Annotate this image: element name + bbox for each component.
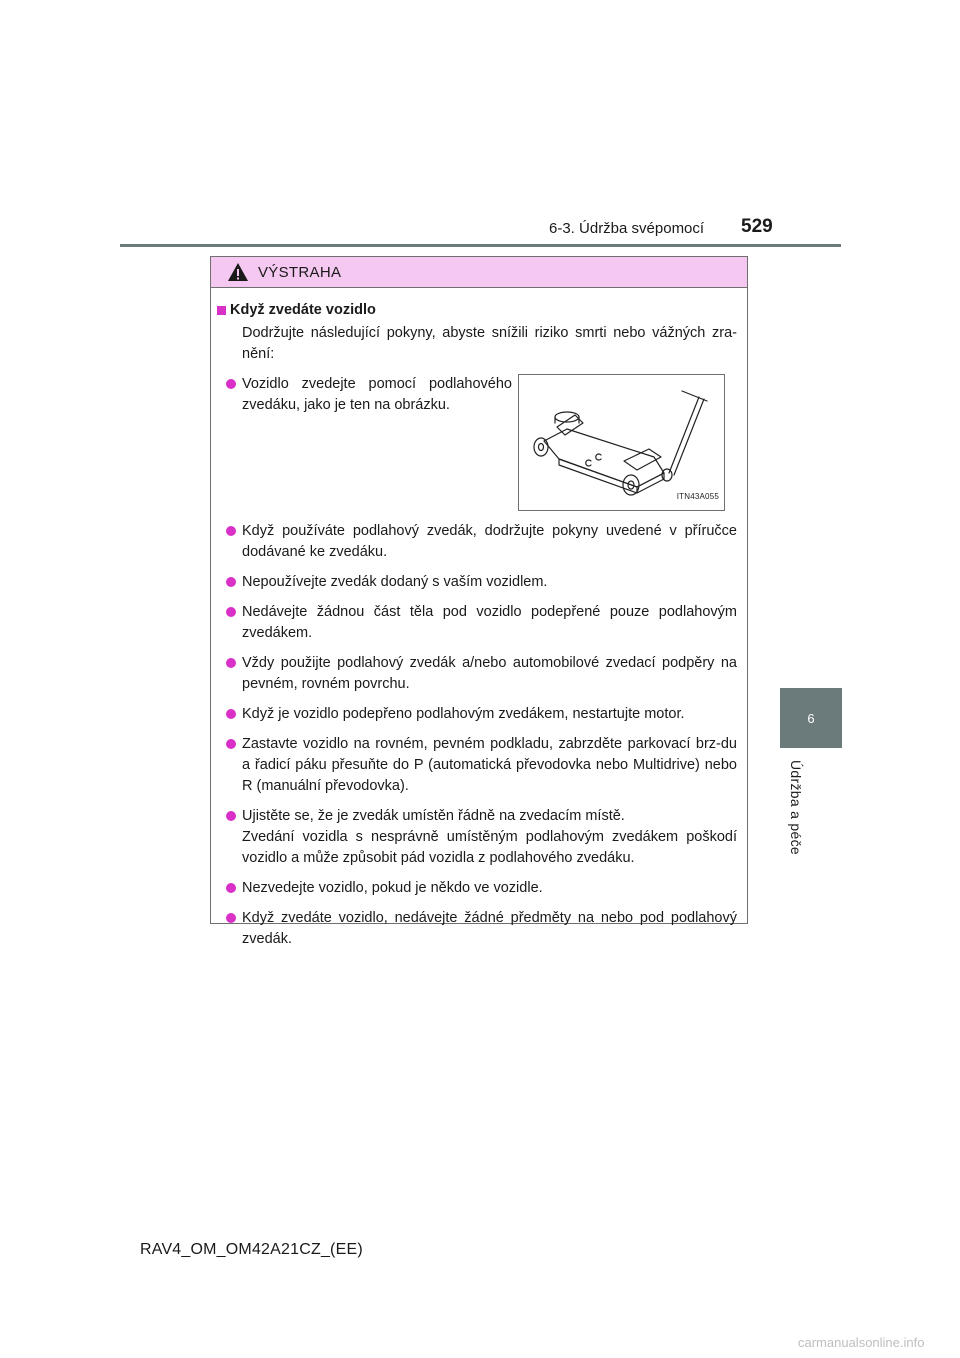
section-title: 6-3. Údržba svépomocí	[549, 220, 705, 237]
chapter-tab	[780, 688, 842, 748]
bullet-item	[217, 806, 741, 869]
round-bullet-icon	[226, 526, 236, 536]
bullet-text: Když je vozidlo podepřeno podlahovým zvedákem, nestartujte motor.	[242, 706, 685, 722]
bullet-continuation: Zvedání vozidla s nesprávně umístěným podlahovým zvedákem poškodí vozidlo a může způsobit pád vozidla z podlahového zvedáku.	[242, 829, 737, 866]
bullet-item	[217, 734, 741, 797]
bullet-item	[217, 572, 741, 593]
chapter-title: Údržba a péče	[788, 760, 804, 855]
round-bullet-icon	[226, 739, 236, 749]
bullet-text: Nepoužívejte zvedák dodaný s vaším vozidlem.	[242, 574, 548, 590]
warning-triangle-icon	[227, 262, 249, 282]
round-bullet-icon	[226, 883, 236, 893]
bullet-text: Nezvedejte vozidlo, pokud je někdo ve vozidle.	[242, 880, 543, 896]
bullet-item	[217, 653, 741, 695]
warning-body	[211, 288, 747, 950]
square-bullet-icon	[217, 306, 226, 315]
bullet-item	[217, 521, 741, 563]
bullet-item	[217, 908, 741, 950]
bullet-item	[217, 704, 741, 725]
warning-heading-text: Když zvedáte vozidlo	[230, 302, 376, 318]
watermark: carmanualsonline.info	[798, 1335, 925, 1350]
bullet-text: Zastavte vozidlo na rovném, pevném podkladu, zabrzděte parkovací brz-du a řadicí páku přesuňte do P (automatická převodovka nebo Multidrive) nebo R (manuální převodovka).	[242, 736, 737, 794]
header-divider	[120, 244, 841, 247]
round-bullet-icon	[226, 658, 236, 668]
warning-header	[211, 257, 747, 288]
bullet-text: Když používáte podlahový zvedák, dodržujte pokyny uvedené v příručce dodávané ke zvedáku.	[242, 523, 737, 560]
figure-code: ITN43A055	[676, 492, 719, 501]
bullet-text: Vždy použijte podlahový zvedák a/nebo automobilové zvedací podpěry na pevném, rovném povrchu.	[242, 655, 737, 692]
bullet-text: Když zvedáte vozidlo, nedávejte žádné předměty na nebo pod podlahový zvedák.	[242, 910, 737, 947]
warning-title: VÝSTRAHA	[258, 263, 342, 281]
round-bullet-icon	[226, 577, 236, 587]
round-bullet-icon	[226, 913, 236, 923]
warning-intro: Dodržujte následující pokyny, abyste snížili riziko smrti nebo vážných zra-nění:	[242, 325, 737, 362]
model-code: RAV4_OM_OM42A21CZ_(EE)	[140, 1241, 363, 1258]
bullet-item	[217, 374, 516, 502]
warning-heading	[217, 300, 741, 321]
round-bullet-icon	[226, 607, 236, 617]
bullet-item	[217, 602, 741, 644]
chapter-number: 6	[807, 710, 815, 726]
bullet-item	[217, 878, 741, 899]
round-bullet-icon	[226, 379, 236, 389]
floor-jack-figure	[518, 374, 725, 511]
warning-box	[210, 256, 748, 947]
round-bullet-icon	[226, 709, 236, 719]
bullet-text: Ujistěte se, že je zvedák umístěn řádně na zvedacím místě.	[242, 808, 625, 824]
round-bullet-icon	[226, 811, 236, 821]
page-number: 529	[741, 216, 773, 237]
first-bullet-row	[217, 374, 741, 511]
bullet-text: Vozidlo zvedejte pomocí podlahového zvedáku, jako je ten na obrázku.	[242, 376, 512, 413]
bullet-text: Nedávejte žádnou část těla pod vozidlo podepřené pouze podlahovým zvedákem.	[242, 604, 737, 641]
